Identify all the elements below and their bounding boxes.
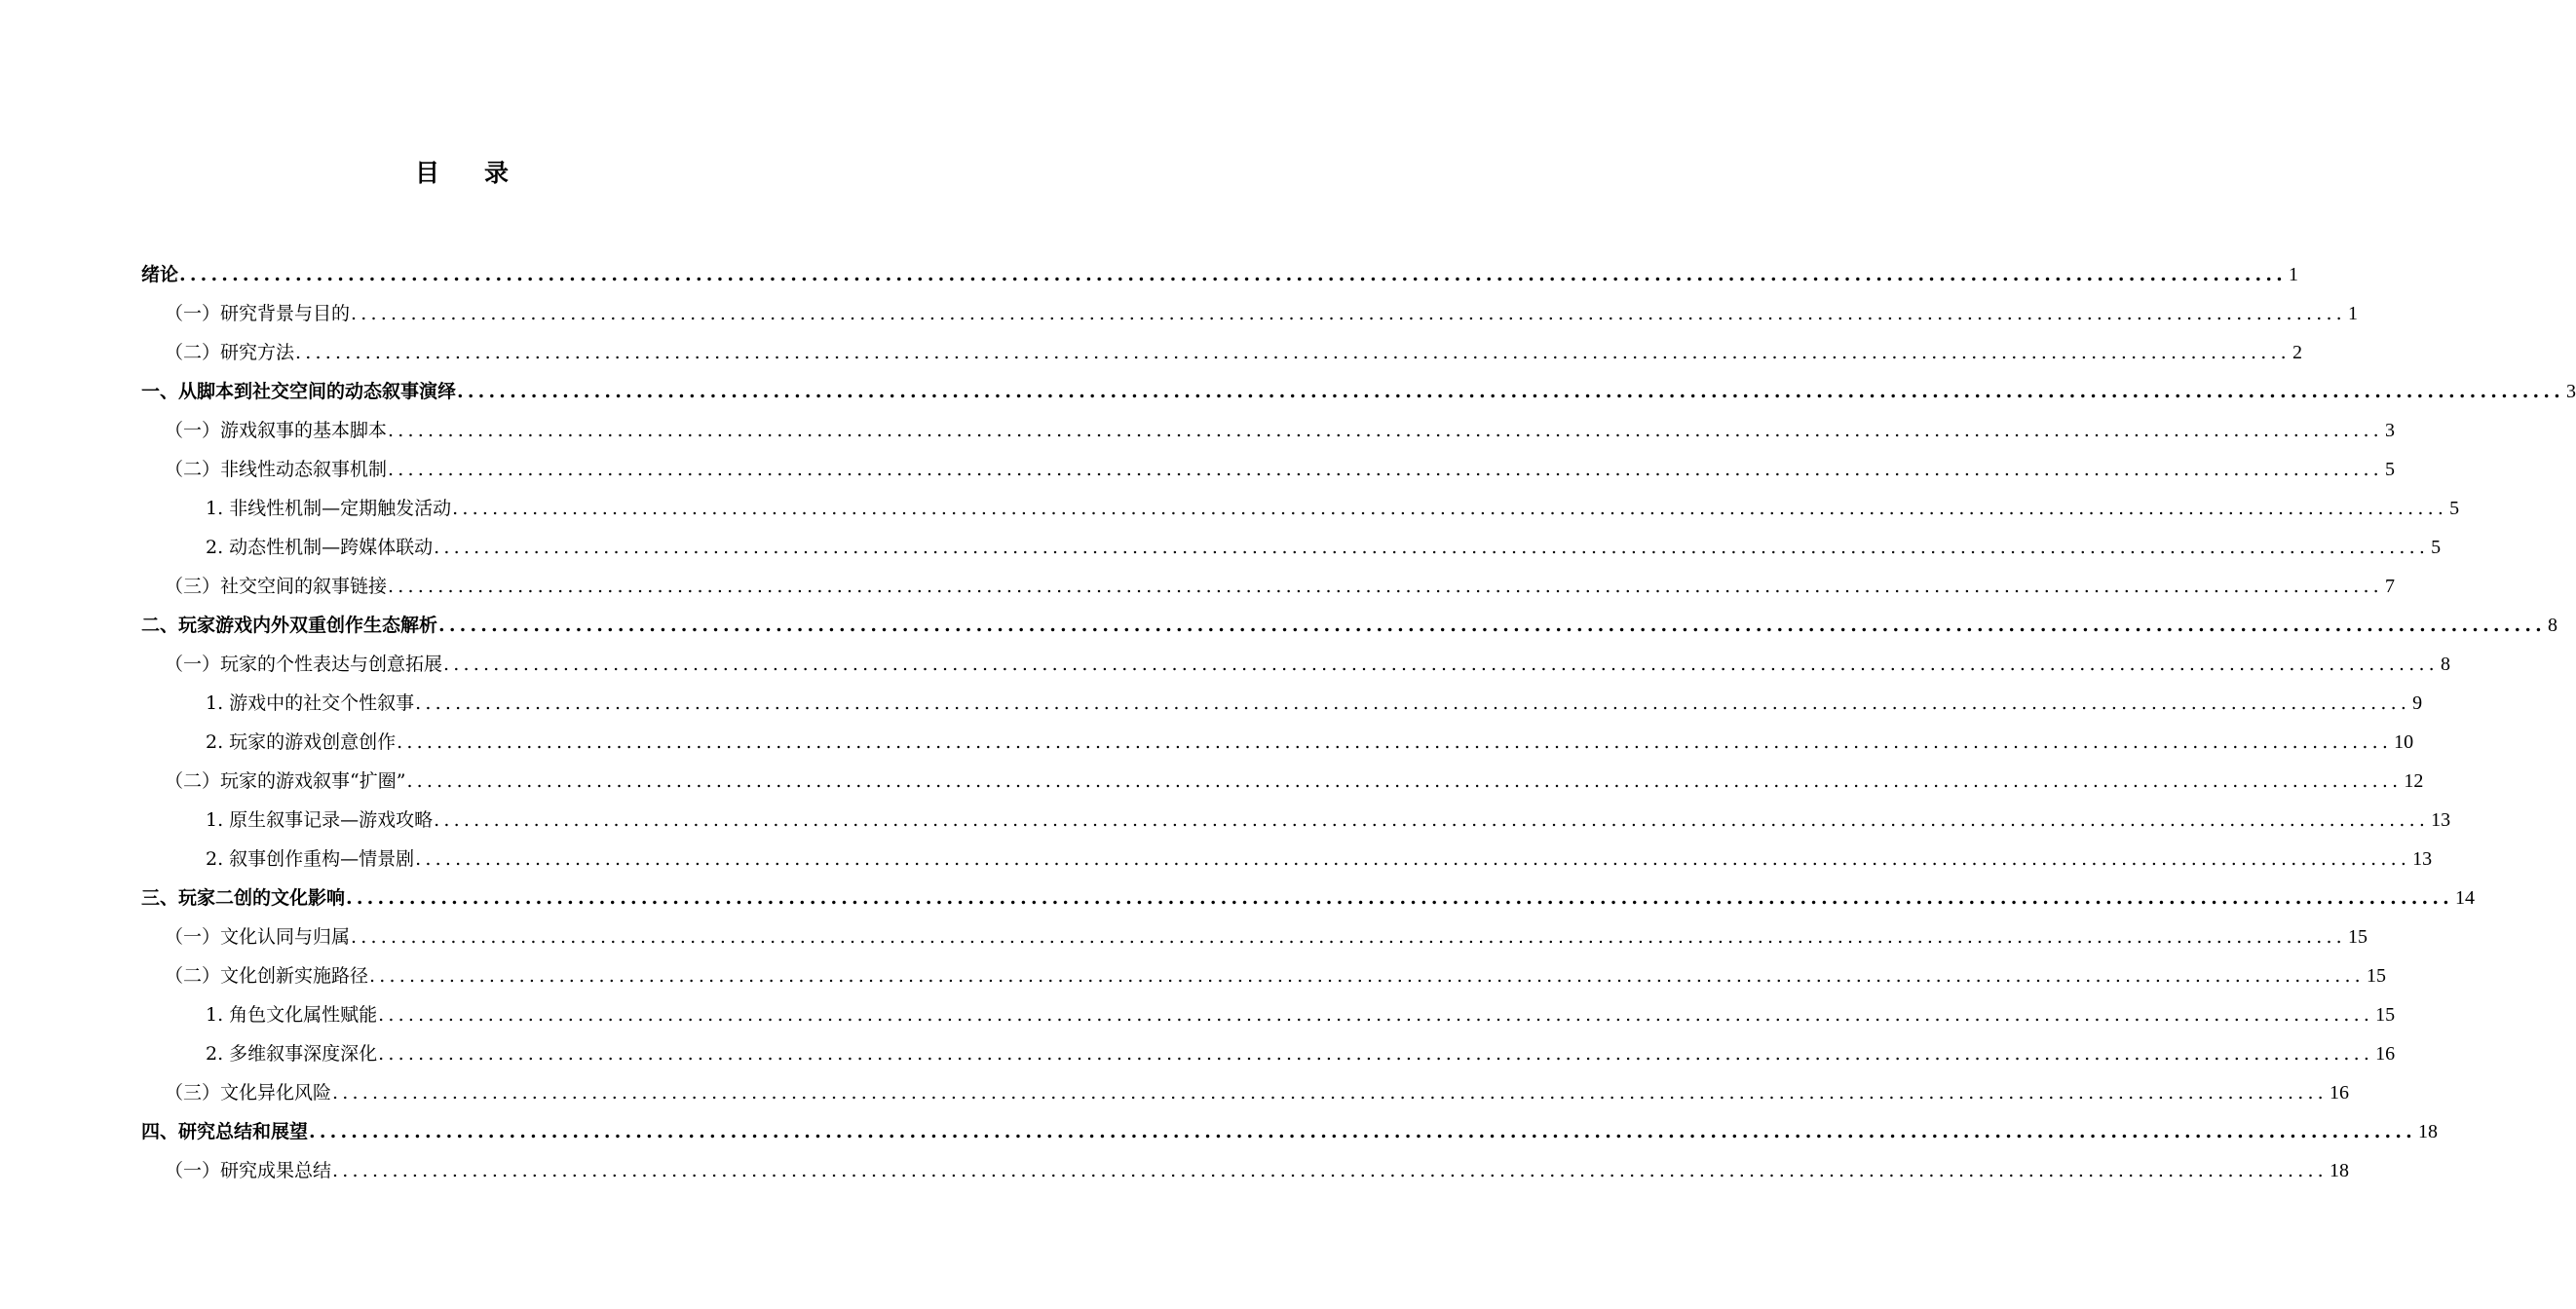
toc-entry-page-number: 1 xyxy=(2288,264,2298,285)
toc-dot-leader: ........................................................................................................................................................................................................ xyxy=(457,381,2564,402)
toc-entry-label: （三）社交空间的叙事链接 xyxy=(165,576,388,597)
toc-entry-label: （一）文化认同与归属 xyxy=(165,926,351,948)
toc-dot-leader: ........................................................................................................................................................................................................ xyxy=(397,731,2393,753)
toc-entry-page-number: 3 xyxy=(2565,381,2576,402)
toc-entry-page-number: 5 xyxy=(2431,537,2442,558)
toc-entry-label: 2. 叙事创作重构—情景剧 xyxy=(206,848,415,870)
toc-entry[interactable] xyxy=(141,606,2557,645)
toc-entry[interactable] xyxy=(141,684,2423,723)
toc-entry[interactable] xyxy=(141,956,2386,995)
toc-entry-label: 1. 游戏中的社交个性叙事 xyxy=(206,692,415,714)
toc-entry-page-number: 5 xyxy=(2449,498,2460,519)
toc-entry-page-number: 3 xyxy=(2384,420,2395,441)
toc-entry-page-number: 8 xyxy=(2547,615,2557,636)
toc-dot-leader: ........................................................................................................................................................................................................ xyxy=(332,1160,2328,1181)
toc-entry-label: 一、从脚本到社交空间的动态叙事演绎 xyxy=(141,381,457,402)
toc-title xyxy=(0,154,926,189)
toc-entry[interactable] xyxy=(141,489,2460,528)
toc-entry-page-number: 15 xyxy=(2375,1004,2396,1026)
toc-entry[interactable] xyxy=(141,411,2395,450)
toc-entry-page-number: 15 xyxy=(2347,926,2368,948)
toc-entry-label: 四、研究总结和展望 xyxy=(141,1121,309,1142)
toc-entry-page-number: 10 xyxy=(2394,731,2414,753)
toc-entry-label: 1. 非线性机制—定期触发活动 xyxy=(206,498,452,519)
toc-entry[interactable] xyxy=(141,1073,2349,1112)
toc-entry[interactable] xyxy=(141,372,2576,411)
toc-dot-leader: ........................................................................................................................................................................................................ xyxy=(378,1004,2374,1026)
toc-entry-label: （二）玩家的游戏叙事“扩圈” xyxy=(165,770,406,792)
toc-entry-label: （一）研究背景与目的 xyxy=(165,303,351,324)
toc-dot-leader: ........................................................................................................................................................................................................ xyxy=(179,264,2287,285)
toc-entry-page-number: 2 xyxy=(2292,342,2302,363)
toc-dot-leader: ........................................................................................................................................................................................................ xyxy=(388,420,2383,441)
toc-dot-leader: ........................................................................................................................................................................................................ xyxy=(415,848,2411,870)
toc-entry[interactable] xyxy=(141,995,2396,1034)
toc-entry-page-number: 9 xyxy=(2412,692,2423,714)
toc-entry[interactable] xyxy=(141,762,2424,801)
toc-entry-label: （三）文化异化风险 xyxy=(165,1082,332,1103)
toc-dot-leader: ........................................................................................................................................................................................................ xyxy=(452,498,2448,519)
toc-entry-page-number: 12 xyxy=(2404,770,2424,792)
toc-entry[interactable] xyxy=(141,1112,2438,1151)
toc-entry[interactable] xyxy=(141,801,2451,840)
toc-dot-leader: ........................................................................................................................................................................................................ xyxy=(351,303,2346,324)
toc-list xyxy=(141,255,2576,1190)
toc-entry-page-number: 8 xyxy=(2440,654,2450,675)
toc-entry[interactable] xyxy=(141,528,2442,567)
toc-dot-leader: ........................................................................................................................................................................................................ xyxy=(369,965,2365,987)
toc-dot-leader: ........................................................................................................................................................................................................ xyxy=(415,692,2411,714)
toc-entry-label: （二）研究方法 xyxy=(165,342,295,363)
toc-entry-label: 2. 动态性机制—跨媒体联动 xyxy=(206,537,434,558)
toc-entry[interactable] xyxy=(141,879,2475,917)
toc-entry-page-number: 16 xyxy=(2329,1082,2349,1103)
toc-entry-label: （一）玩家的个性表达与创意拓展 xyxy=(165,654,443,675)
toc-dot-leader: ........................................................................................................................................................................................................ xyxy=(438,615,2546,636)
toc-entry-page-number: 13 xyxy=(2431,809,2451,831)
toc-dot-leader: ........................................................................................................................................................................................................ xyxy=(406,770,2403,792)
toc-dot-leader: ........................................................................................................................................................................................................ xyxy=(434,537,2430,558)
toc-dot-leader: ........................................................................................................................................................................................................ xyxy=(434,809,2430,831)
toc-entry[interactable] xyxy=(141,1034,2396,1073)
toc-entry[interactable] xyxy=(141,255,2298,294)
toc-dot-leader: ........................................................................................................................................................................................................ xyxy=(351,926,2346,948)
toc-entry-label: （一）研究成果总结 xyxy=(165,1160,332,1181)
toc-entry-page-number: 13 xyxy=(2412,848,2433,870)
toc-entry-label: 二、玩家游戏内外双重创作生态解析 xyxy=(141,615,438,636)
toc-dot-leader: ........................................................................................................................................................................................................ xyxy=(443,654,2439,675)
toc-entry-label: 1. 角色文化属性赋能 xyxy=(206,1004,378,1026)
toc-entry-page-number: 14 xyxy=(2454,887,2475,909)
toc-entry[interactable] xyxy=(141,333,2302,372)
toc-entry-label: （一）游戏叙事的基本脚本 xyxy=(165,420,388,441)
toc-entry[interactable] xyxy=(141,294,2358,333)
toc-entry[interactable] xyxy=(141,840,2433,879)
toc-entry-page-number: 7 xyxy=(2384,576,2395,597)
toc-entry-page-number: 5 xyxy=(2384,459,2395,480)
toc-entry-label: 2. 多维叙事深度深化 xyxy=(206,1043,378,1065)
toc-entry[interactable] xyxy=(141,450,2395,489)
toc-title-part2: 录 xyxy=(484,159,511,187)
toc-entry-page-number: 1 xyxy=(2347,303,2358,324)
toc-entry-page-number: 15 xyxy=(2366,965,2386,987)
toc-entry-page-number: 18 xyxy=(2417,1121,2438,1142)
toc-dot-leader: ........................................................................................................................................................................................................ xyxy=(309,1121,2416,1142)
toc-entry-label: （二）非线性动态叙事机制 xyxy=(165,459,388,480)
toc-entry[interactable] xyxy=(141,645,2450,684)
toc-dot-leader: ........................................................................................................................................................................................................ xyxy=(332,1082,2328,1103)
toc-entry[interactable] xyxy=(141,723,2414,762)
toc-entry-label: 2. 玩家的游戏创意创作 xyxy=(206,731,397,753)
toc-dot-leader: ........................................................................................................................................................................................................ xyxy=(295,342,2291,363)
toc-dot-leader: ........................................................................................................................................................................................................ xyxy=(388,459,2383,480)
toc-entry-page-number: 18 xyxy=(2329,1160,2349,1181)
toc-dot-leader: ........................................................................................................................................................................................................ xyxy=(388,576,2383,597)
toc-dot-leader: ........................................................................................................................................................................................................ xyxy=(346,887,2453,909)
toc-entry[interactable] xyxy=(141,1151,2349,1190)
toc-entry-label: 绪论 xyxy=(141,264,179,285)
toc-title-part1: 目 xyxy=(414,159,441,187)
toc-entry-label: （二）文化创新实施路径 xyxy=(165,965,369,987)
toc-entry[interactable] xyxy=(141,917,2368,956)
toc-entry-page-number: 16 xyxy=(2375,1043,2396,1065)
toc-entry-label: 1. 原生叙事记录—游戏攻略 xyxy=(206,809,434,831)
toc-entry[interactable] xyxy=(141,567,2395,606)
toc-dot-leader: ........................................................................................................................................................................................................ xyxy=(378,1043,2374,1065)
toc-entry-label: 三、玩家二创的文化影响 xyxy=(141,887,346,909)
